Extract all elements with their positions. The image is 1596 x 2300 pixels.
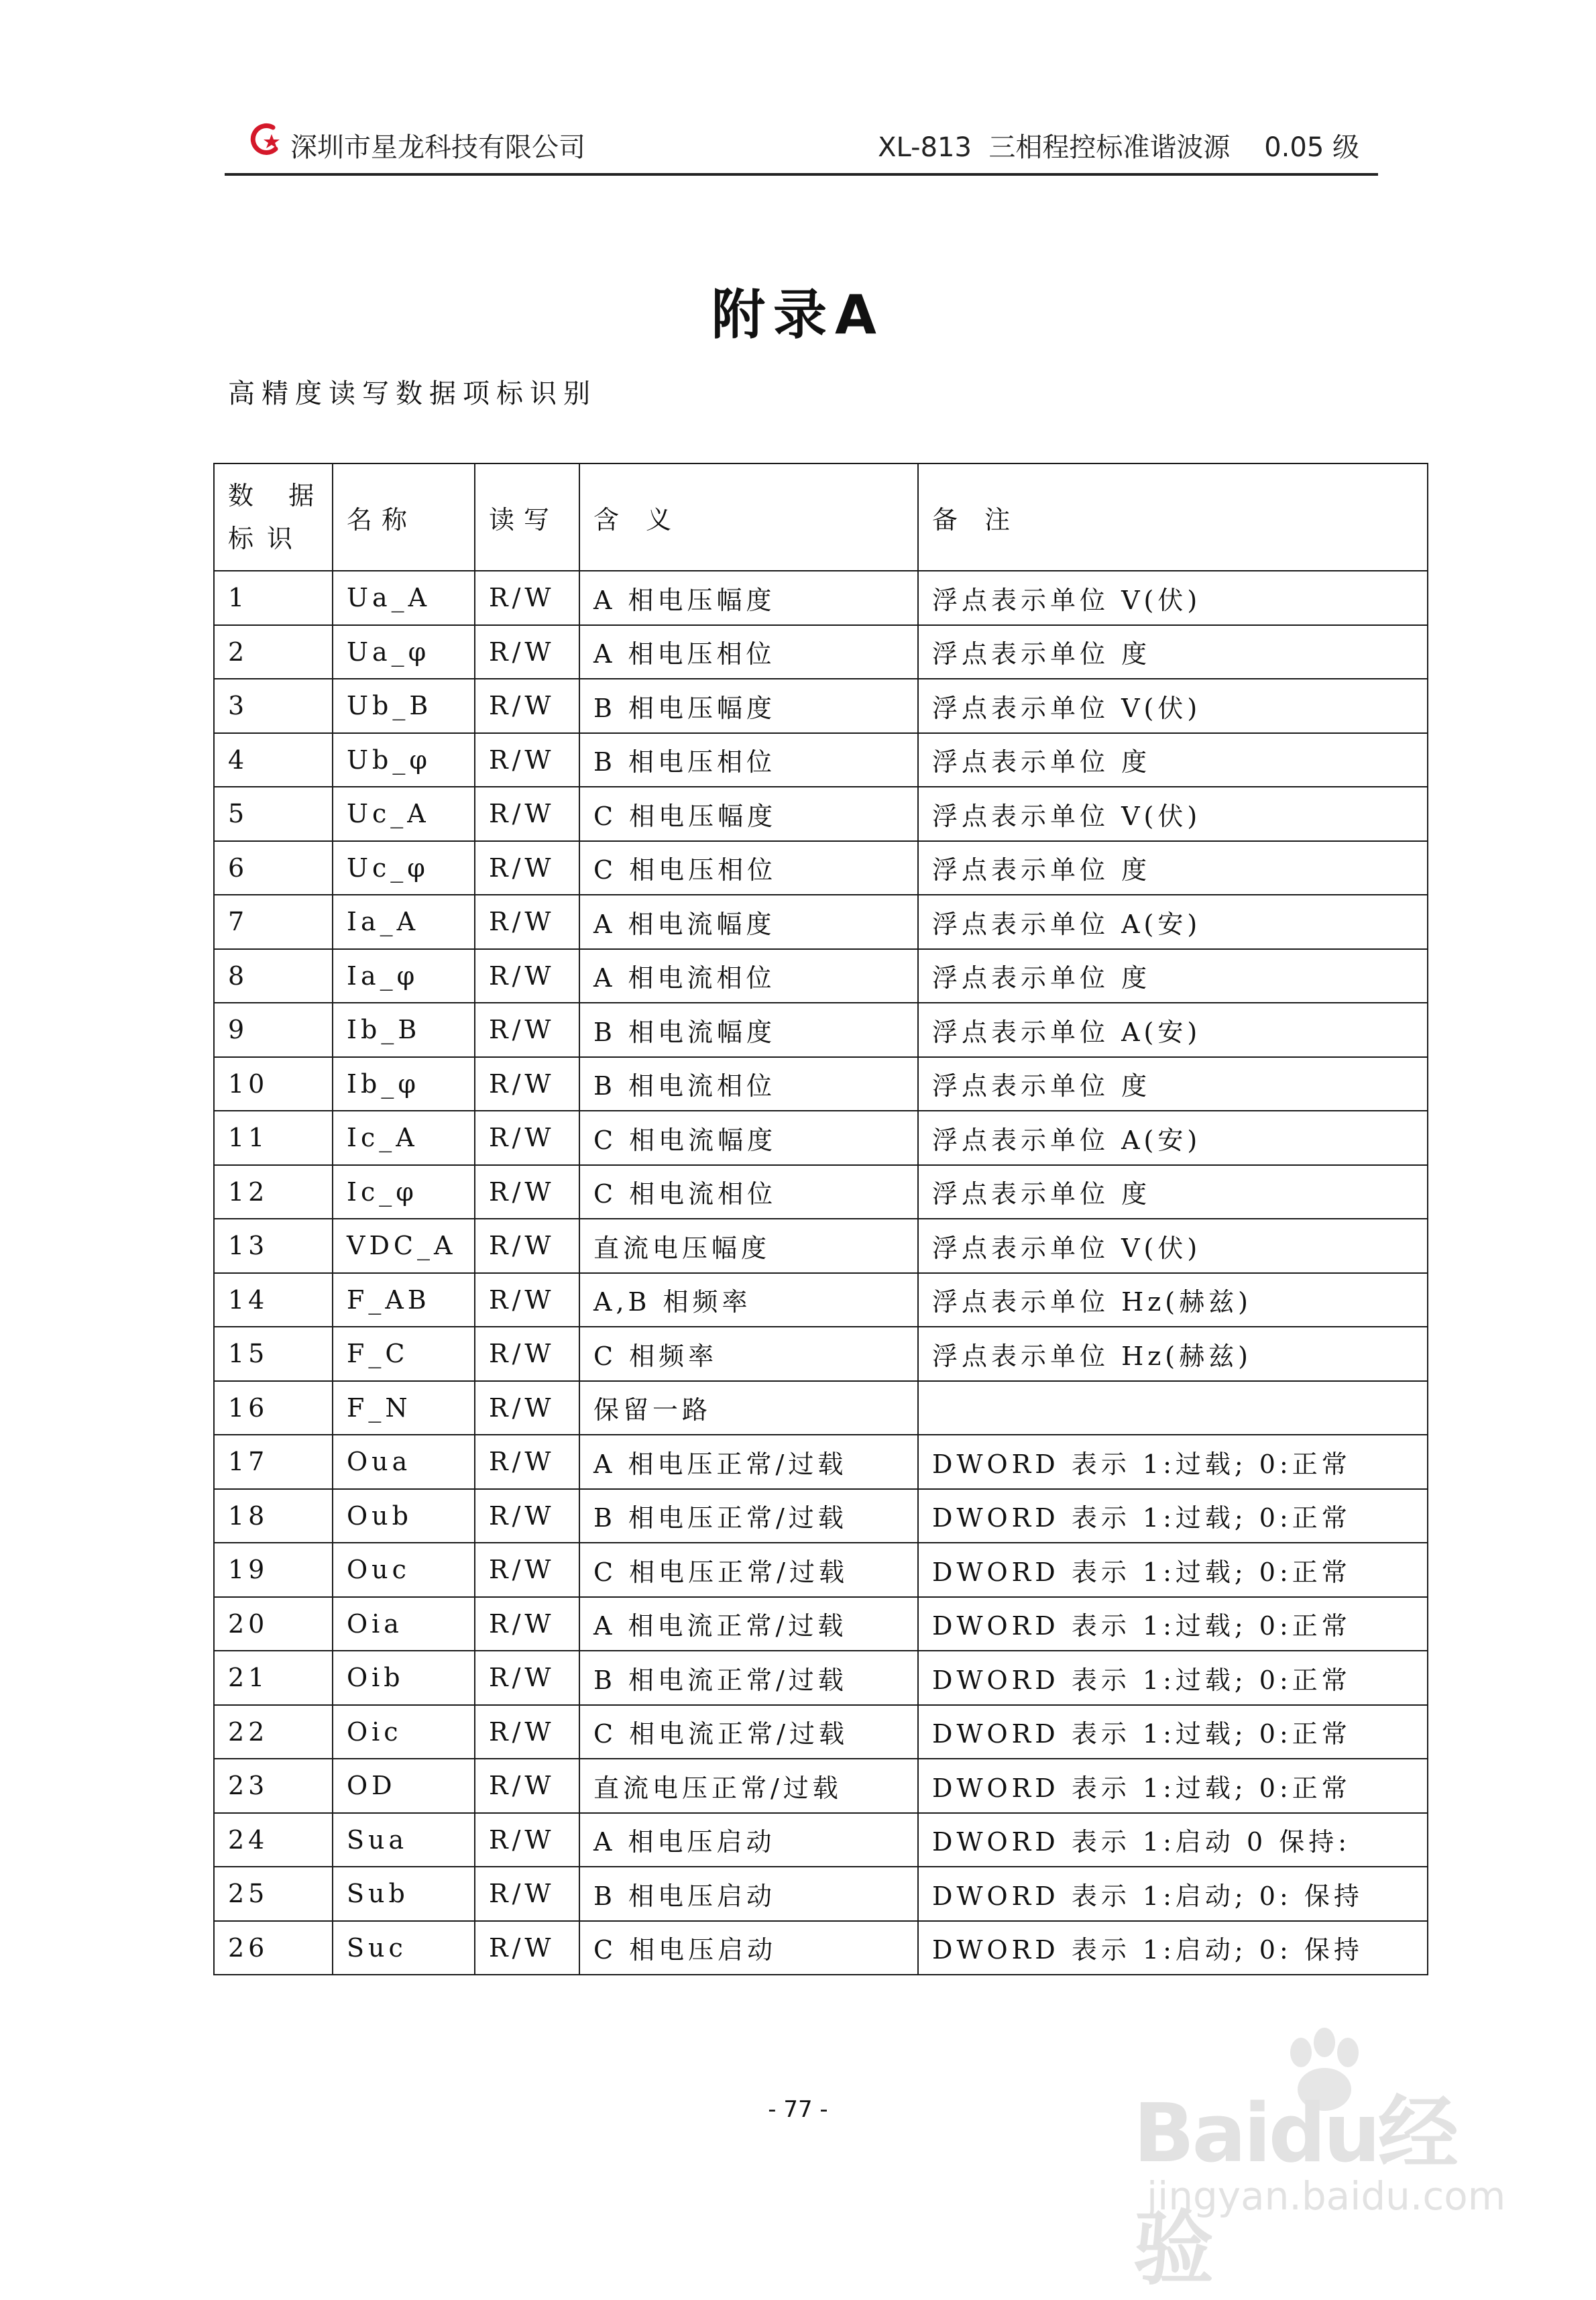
cell-meaning: B 相电流相位: [579, 1057, 918, 1111]
cell-name: Ub_φ: [333, 733, 475, 787]
table-row: [214, 1435, 1428, 1489]
cell-meaning: C 相电流相位: [579, 1165, 918, 1219]
cell-meaning: 直流电压正常/过载: [579, 1759, 918, 1813]
product-title: XL-813 三相程控标准谐波源 0.05 级: [878, 132, 1359, 163]
cell-name: Sub: [333, 1867, 475, 1921]
cell-name: Ouc: [333, 1543, 475, 1597]
cell-meaning: B 相电压正常/过载: [579, 1489, 918, 1543]
cell-name: VDC_A: [333, 1219, 475, 1273]
company-logo-icon: [246, 119, 286, 160]
cell-remark: DWORD 表示 1:过载; 0:正常: [918, 1651, 1428, 1705]
cell-id: 8: [214, 949, 333, 1003]
cell-meaning: A 相电流幅度: [579, 895, 918, 949]
cell-remark: 浮点表示单位 V(伏): [918, 679, 1428, 733]
cell-meaning: A 相电压启动: [579, 1813, 918, 1867]
cell-name: Suc: [333, 1921, 475, 1975]
cell-rw: R/W: [475, 679, 579, 733]
header-meaning: 含 义: [579, 463, 918, 571]
cell-name: Ic_φ: [333, 1165, 475, 1219]
table-row: [214, 1651, 1428, 1705]
cell-name: Sua: [333, 1813, 475, 1867]
cell-id: 26: [214, 1921, 333, 1975]
cell-rw: R/W: [475, 733, 579, 787]
table-row: [214, 625, 1428, 679]
header-rw: 读写: [475, 463, 579, 571]
cell-name: Oib: [333, 1651, 475, 1705]
cell-id: 12: [214, 1165, 333, 1219]
cell-meaning: B 相电流幅度: [579, 1003, 918, 1057]
cell-rw: R/W: [475, 1813, 579, 1867]
table-row: [214, 787, 1428, 841]
cell-name: F_C: [333, 1327, 475, 1381]
cell-meaning: C 相电压幅度: [579, 787, 918, 841]
cell-remark: 浮点表示单位 V(伏): [918, 571, 1428, 625]
cell-name: OD: [333, 1759, 475, 1813]
cell-remark: DWORD 表示 1:过载; 0:正常: [918, 1543, 1428, 1597]
table-row: [214, 1543, 1428, 1597]
table-row: [214, 895, 1428, 949]
cell-meaning: A 相电流相位: [579, 949, 918, 1003]
cell-rw: R/W: [475, 1867, 579, 1921]
cell-id: 10: [214, 1057, 333, 1111]
cell-name: F_N: [333, 1381, 475, 1435]
table-row: [214, 1867, 1428, 1921]
cell-id: 25: [214, 1867, 333, 1921]
cell-meaning: B 相电压幅度: [579, 679, 918, 733]
table-row: [214, 1759, 1428, 1813]
cell-rw: R/W: [475, 1381, 579, 1435]
watermark-brand: Baidu经验: [1133, 2087, 1456, 2296]
cell-meaning: 保留一路: [579, 1381, 918, 1435]
cell-rw: R/W: [475, 1327, 579, 1381]
cell-meaning: 直流电压幅度: [579, 1219, 918, 1273]
cell-rw: R/W: [475, 1435, 579, 1489]
cell-id: 2: [214, 625, 333, 679]
table-row: [214, 679, 1428, 733]
cell-remark: DWORD 表示 1:过载; 0:正常: [918, 1759, 1428, 1813]
table-row: [214, 1489, 1428, 1543]
cell-name: Ua_A: [333, 571, 475, 625]
data-item-table: [213, 463, 1428, 1975]
cell-remark: 浮点表示单位 度: [918, 1165, 1428, 1219]
cell-id: 9: [214, 1003, 333, 1057]
cell-id: 5: [214, 787, 333, 841]
cell-remark: 浮点表示单位 V(伏): [918, 1219, 1428, 1273]
cell-rw: R/W: [475, 1273, 579, 1327]
table-row: [214, 841, 1428, 895]
table-row: [214, 571, 1428, 625]
cell-name: Ib_B: [333, 1003, 475, 1057]
cell-remark: DWORD 表示 1:启动 0 保持:: [918, 1813, 1428, 1867]
cell-remark: 浮点表示单位 V(伏): [918, 787, 1428, 841]
cell-name: Oub: [333, 1489, 475, 1543]
cell-meaning: C 相电压启动: [579, 1921, 918, 1975]
cell-meaning: A 相电流正常/过载: [579, 1597, 918, 1651]
cell-name: Oua: [333, 1435, 475, 1489]
cell-rw: R/W: [475, 1111, 579, 1165]
cell-id: 11: [214, 1111, 333, 1165]
cell-meaning: B 相电流正常/过载: [579, 1651, 918, 1705]
cell-id: 13: [214, 1219, 333, 1273]
cell-rw: R/W: [475, 1057, 579, 1111]
cell-id: 18: [214, 1489, 333, 1543]
cell-rw: R/W: [475, 1165, 579, 1219]
cell-id: 21: [214, 1651, 333, 1705]
table-row: [214, 1921, 1428, 1975]
cell-name: Ia_φ: [333, 949, 475, 1003]
cell-name: Uc_φ: [333, 841, 475, 895]
header-id: 数 据 标识: [214, 463, 333, 571]
cell-remark: [918, 1381, 1428, 1435]
cell-meaning: C 相电压相位: [579, 841, 918, 895]
cell-meaning: B 相电压启动: [579, 1867, 918, 1921]
cell-id: 23: [214, 1759, 333, 1813]
table-row: [214, 1813, 1428, 1867]
cell-remark: DWORD 表示 1:启动; 0: 保持: [918, 1921, 1428, 1975]
cell-id: 22: [214, 1705, 333, 1759]
cell-name: Ib_φ: [333, 1057, 475, 1111]
cell-rw: R/W: [475, 625, 579, 679]
cell-id: 17: [214, 1435, 333, 1489]
cell-remark: DWORD 表示 1:过载; 0:正常: [918, 1705, 1428, 1759]
page-title: 附录A: [711, 284, 885, 346]
cell-name: F_AB: [333, 1273, 475, 1327]
section-subtitle: 高精度读写数据项标识别: [228, 378, 597, 409]
cell-remark: 浮点表示单位 度: [918, 733, 1428, 787]
cell-id: 20: [214, 1597, 333, 1651]
cell-rw: R/W: [475, 949, 579, 1003]
table-header-row: [214, 463, 1428, 571]
table-row: [214, 1165, 1428, 1219]
cell-rw: R/W: [475, 1705, 579, 1759]
cell-name: Uc_A: [333, 787, 475, 841]
cell-remark: 浮点表示单位 A(安): [918, 1111, 1428, 1165]
cell-rw: R/W: [475, 1759, 579, 1813]
cell-rw: R/W: [475, 895, 579, 949]
cell-remark: DWORD 表示 1:过载; 0:正常: [918, 1597, 1428, 1651]
cell-id: 3: [214, 679, 333, 733]
table-row: [214, 1111, 1428, 1165]
cell-name: Oia: [333, 1597, 475, 1651]
cell-id: 1: [214, 571, 333, 625]
cell-id: 19: [214, 1543, 333, 1597]
cell-meaning: C 相电流幅度: [579, 1111, 918, 1165]
cell-name: Ia_A: [333, 895, 475, 949]
cell-remark: 浮点表示单位 度: [918, 841, 1428, 895]
cell-name: Ub_B: [333, 679, 475, 733]
cell-remark: 浮点表示单位 Hz(赫兹): [918, 1273, 1428, 1327]
cell-rw: R/W: [475, 1597, 579, 1651]
table-row: [214, 1057, 1428, 1111]
table-body: [214, 571, 1428, 1975]
cell-name: Oic: [333, 1705, 475, 1759]
cell-remark: DWORD 表示 1:启动; 0: 保持: [918, 1867, 1428, 1921]
cell-meaning: A,B 相频率: [579, 1273, 918, 1327]
cell-remark: DWORD 表示 1:过载; 0:正常: [918, 1435, 1428, 1489]
cell-meaning: A 相电压正常/过载: [579, 1435, 918, 1489]
cell-id: 16: [214, 1381, 333, 1435]
watermark: [1133, 2022, 1509, 2296]
table-row: [214, 1381, 1428, 1435]
cell-id: 14: [214, 1273, 333, 1327]
table-row: [214, 1273, 1428, 1327]
cell-remark: 浮点表示单位 A(安): [918, 895, 1428, 949]
cell-rw: R/W: [475, 1543, 579, 1597]
header-remark: 备 注: [918, 463, 1428, 571]
cell-rw: R/W: [475, 841, 579, 895]
page-number: - 77 -: [768, 2096, 828, 2123]
cell-rw: R/W: [475, 1921, 579, 1975]
cell-meaning: A 相电压幅度: [579, 571, 918, 625]
cell-remark: 浮点表示单位 度: [918, 949, 1428, 1003]
cell-name: Ic_A: [333, 1111, 475, 1165]
watermark-url: jingyan.baidu.com: [1147, 2173, 1506, 2219]
cell-meaning: C 相电压正常/过载: [579, 1543, 918, 1597]
table-row: [214, 1327, 1428, 1381]
cell-remark: 浮点表示单位 A(安): [918, 1003, 1428, 1057]
cell-rw: R/W: [475, 1489, 579, 1543]
cell-id: 15: [214, 1327, 333, 1381]
page-header: [225, 119, 1378, 176]
table-row: [214, 1597, 1428, 1651]
cell-name: Ua_φ: [333, 625, 475, 679]
cell-id: 24: [214, 1813, 333, 1867]
cell-remark: DWORD 表示 1:过载; 0:正常: [918, 1489, 1428, 1543]
table-row: [214, 1219, 1428, 1273]
cell-meaning: C 相电流正常/过载: [579, 1705, 918, 1759]
cell-id: 6: [214, 841, 333, 895]
table-row: [214, 1705, 1428, 1759]
table-row: [214, 1003, 1428, 1057]
company-name: 深圳市星龙科技有限公司: [290, 132, 585, 163]
cell-rw: R/W: [475, 1003, 579, 1057]
cell-id: 4: [214, 733, 333, 787]
table-row: [214, 949, 1428, 1003]
cell-rw: R/W: [475, 1219, 579, 1273]
cell-remark: 浮点表示单位 度: [918, 625, 1428, 679]
cell-meaning: C 相频率: [579, 1327, 918, 1381]
cell-meaning: A 相电压相位: [579, 625, 918, 679]
cell-rw: R/W: [475, 1651, 579, 1705]
table-row: [214, 733, 1428, 787]
cell-id: 7: [214, 895, 333, 949]
header-name: 名称: [333, 463, 475, 571]
cell-rw: R/W: [475, 571, 579, 625]
cell-meaning: B 相电压相位: [579, 733, 918, 787]
cell-rw: R/W: [475, 787, 579, 841]
cell-remark: 浮点表示单位 Hz(赫兹): [918, 1327, 1428, 1381]
cell-remark: 浮点表示单位 度: [918, 1057, 1428, 1111]
